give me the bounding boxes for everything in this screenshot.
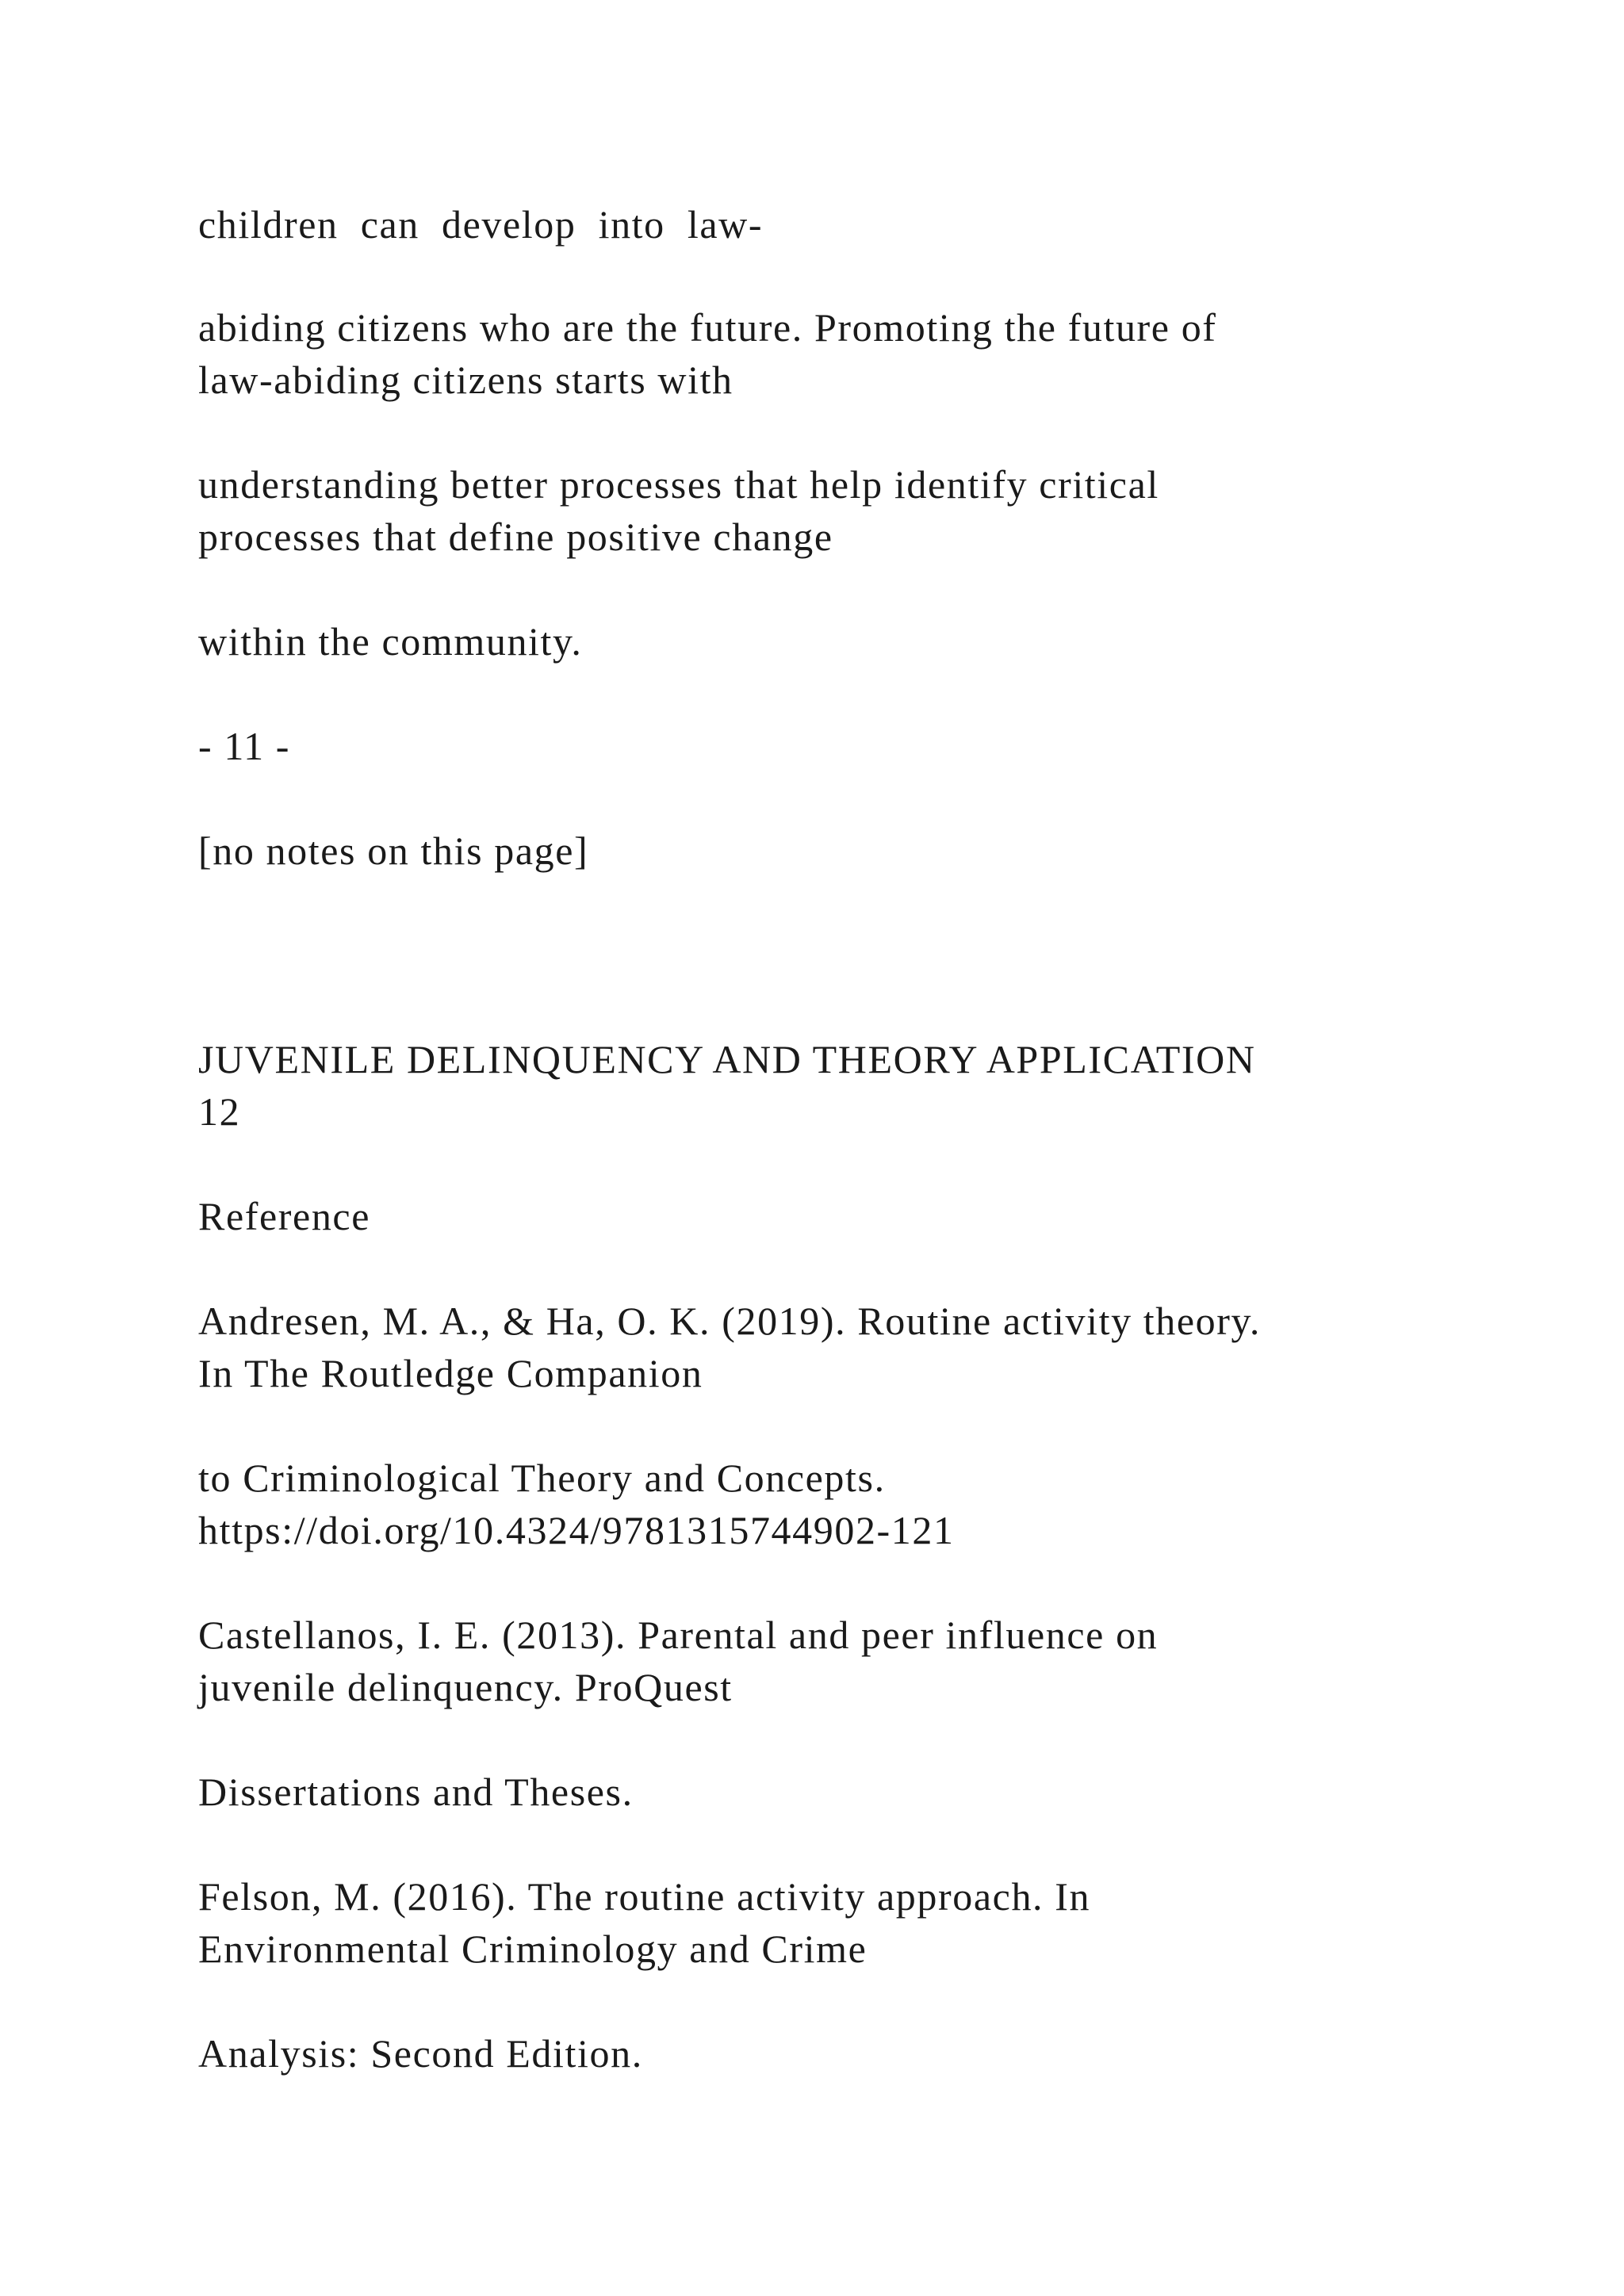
reference-entry-line: Castellanos, I. E. (2013). Parental and peer influence on (198, 1613, 1159, 1657)
text-line: law-abiding citizens starts with (198, 358, 733, 402)
text-line: children can develop into law- (198, 202, 764, 247)
reference-entry-line: to Criminological Theory and Concepts. (198, 1456, 886, 1500)
reference-entry-line: Felson, M. (2016). The routine activity approach. In (198, 1874, 1091, 1919)
reference-entry-line: Dissertations and Theses. (198, 1770, 634, 1814)
reference-heading: Reference (198, 1194, 371, 1238)
text-line: abiding citizens who are the future. Promoting the future of (198, 305, 1217, 350)
reference-entry-line: Andresen, M. A., & Ha, O. K. (2019). Routine activity theory. (198, 1299, 1261, 1343)
running-header: JUVENILE DELINQUENCY AND THEORY APPLICATION (198, 1037, 1256, 1081)
reference-entry-line: In The Routledge Companion (198, 1351, 703, 1395)
text-line: processes that define positive change (198, 515, 833, 559)
notes-placeholder: [no notes on this page] (198, 828, 589, 873)
text-line: understanding better processes that help identify critical (198, 462, 1159, 507)
reference-entry-line: Environmental Criminology and Crime (198, 1927, 868, 1971)
reference-entry-line: Analysis: Second Edition. (198, 2031, 643, 2076)
page-number: - 11 - (198, 724, 291, 768)
reference-entry-line: juvenile delinquency. ProQuest (198, 1665, 733, 1709)
text-line: within the community. (198, 619, 583, 664)
reference-doi: https://doi.org/10.4324/9781315744902-121 (198, 1508, 955, 1552)
running-header-page-number: 12 (198, 1089, 241, 1134)
